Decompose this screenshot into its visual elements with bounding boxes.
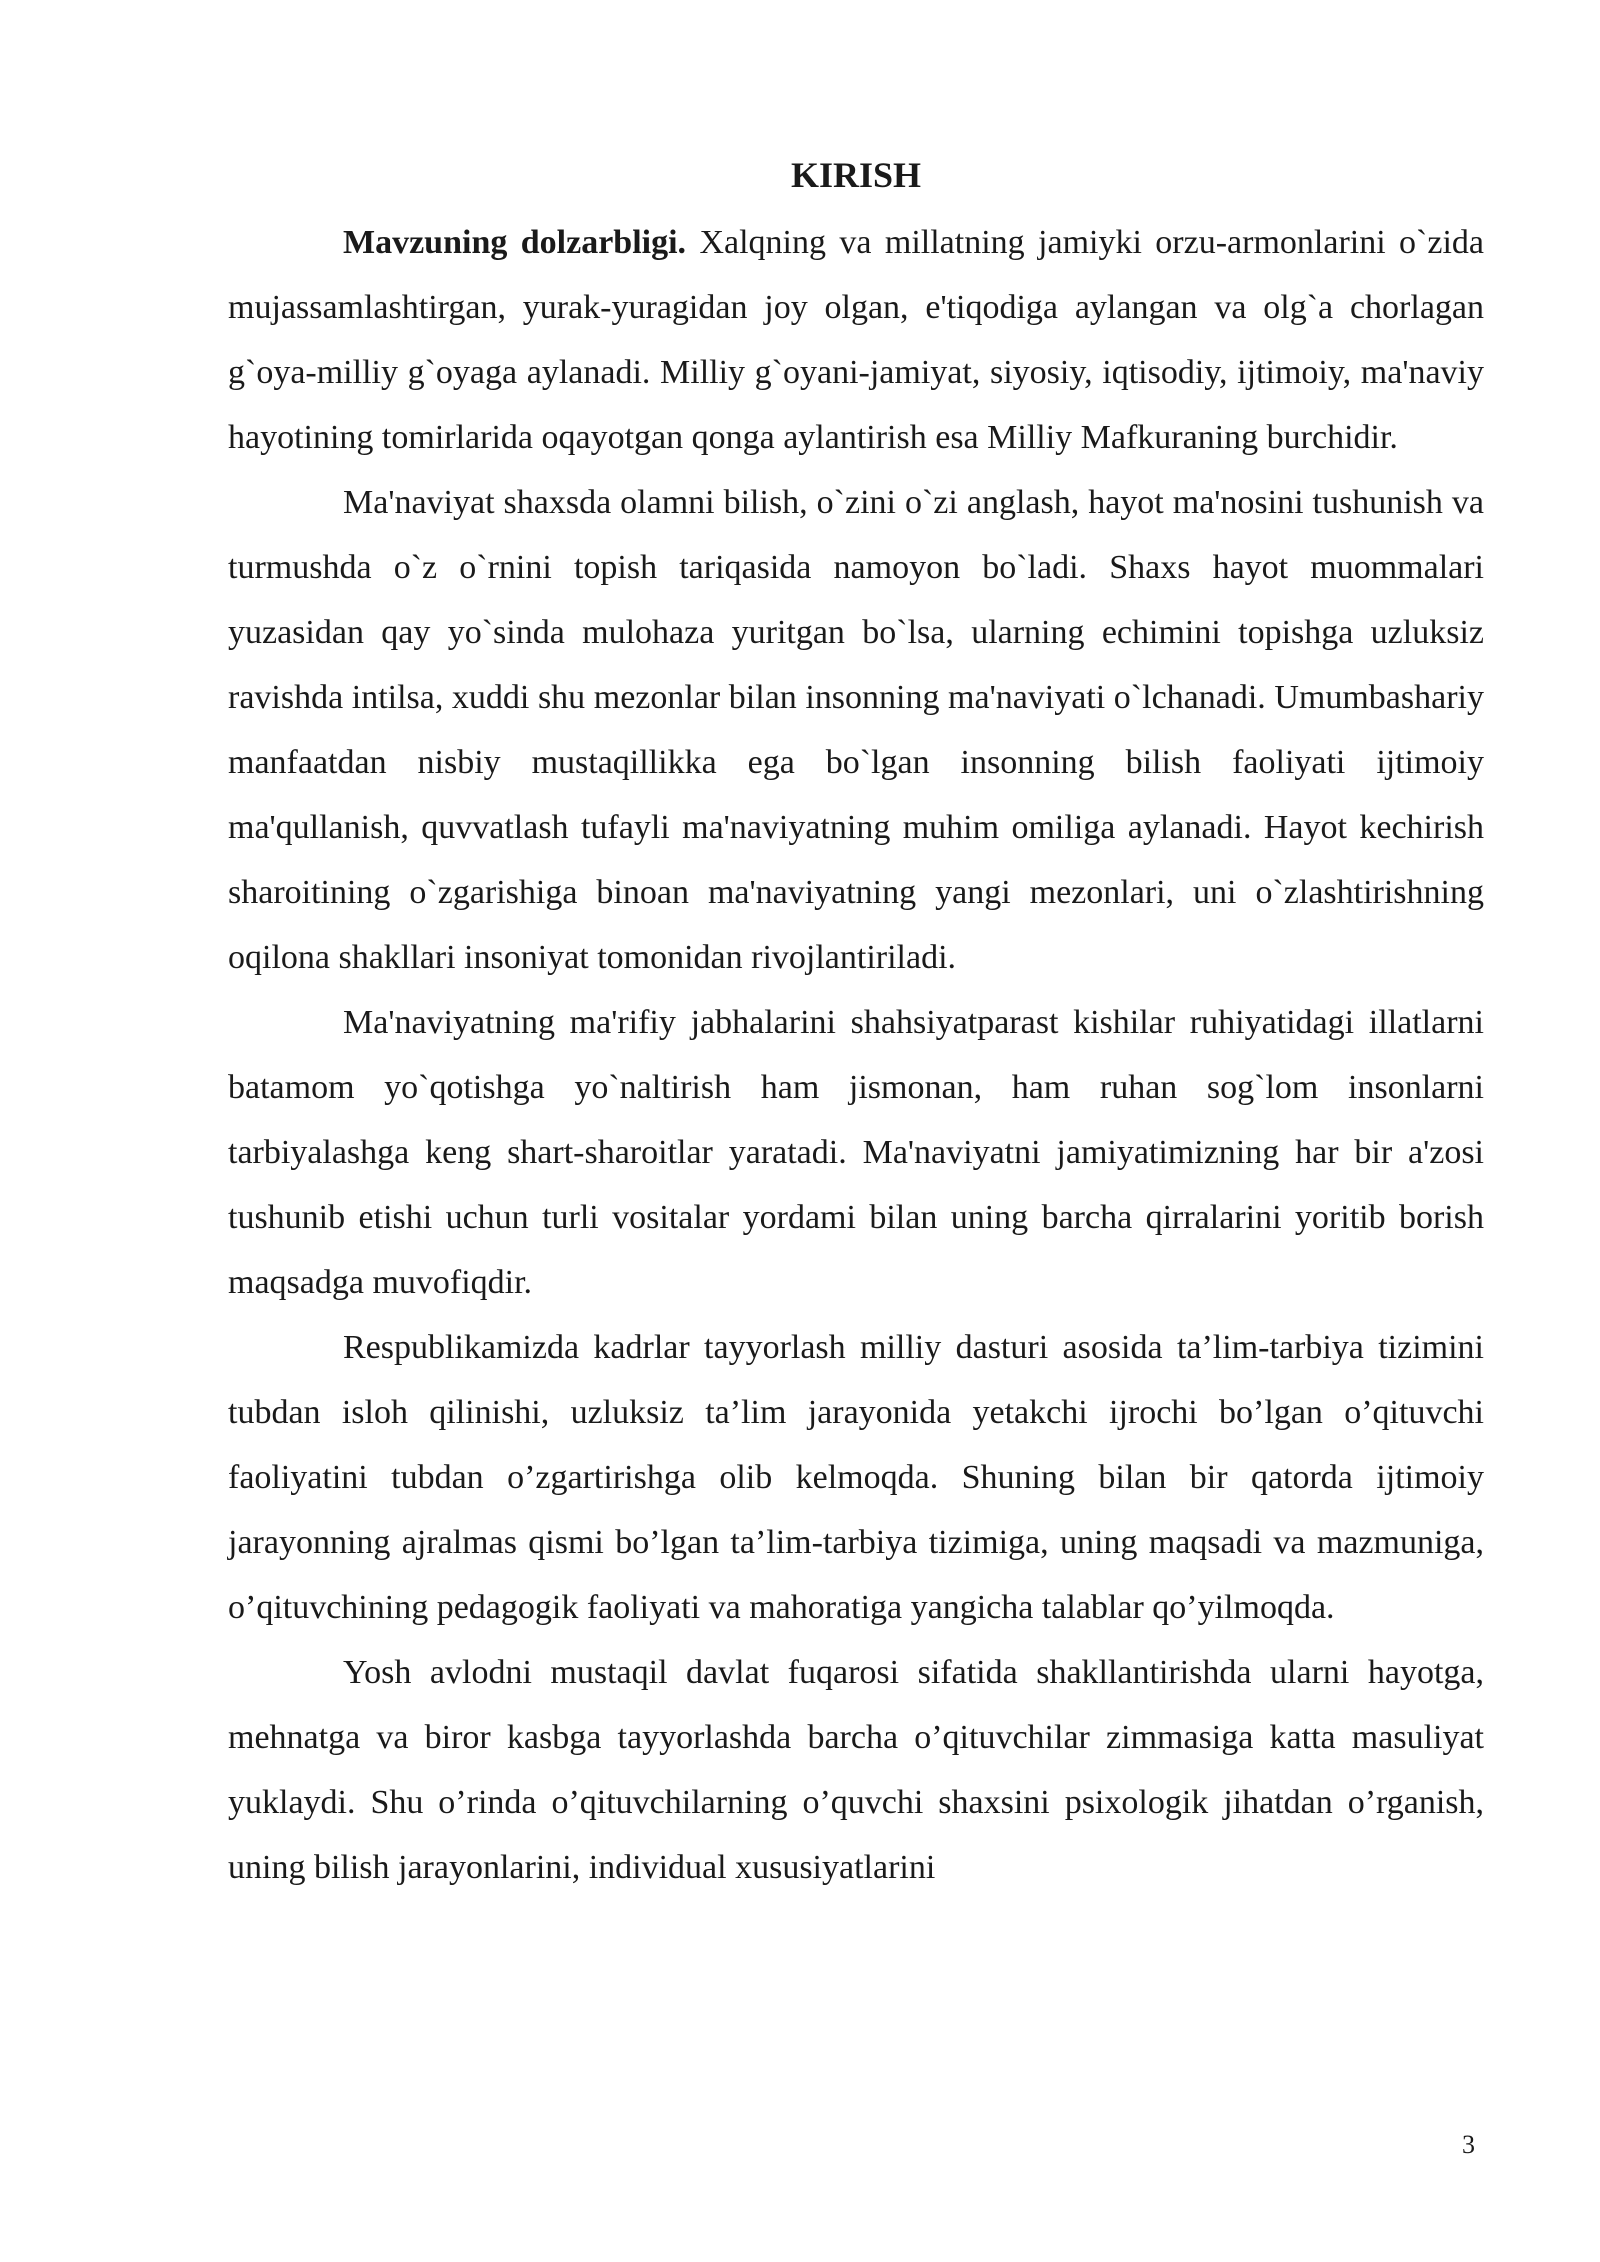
document-page: [228, 148, 1484, 1900]
page-number: 3: [1462, 2130, 1475, 2159]
paragraph-enlightenment: Ma'naviyatning ma'rifiy jabhalarini shahsiyatparast kishilar ruhiyatidagi illatlarni batamom yo`qotishga yo`naltirish ham jismonan, ham ruhan sog`lom insonlarni tarbiyalashga keng shart-sharoitlar yaratadi. Ma'naviyatni jamiyatimizning har bir a'zosi tushunib etishi uchun turli vositalar yordami bilan uning barcha qirralarini yoritib borish maqsadga muvofiqdir.: [228, 1004, 1484, 1301]
page-title: KIRISH: [790, 155, 922, 195]
paragraph-education-reform: Respublikamizda kadrlar tayyorlash milliy dasturi asosida ta’lim-tarbiya tizimini tubdan isloh qilinishi, uzluksiz ta’lim jarayonida yetakchi ijrochi bo’lgan o’qituvchi faoliyatini tubdan o’zgartirishga olib kelmoqda. Shuning bilan bir qatorda ijtimoiy jarayonning ajralmas qismi bo’lgan ta’lim-tarbiya tizimiga, uning maqsadi va mazmuniga, o’qituvchining pedagogik faoliyati va mahoratiga yangicha talablar qo’yilmoqda.: [228, 1329, 1484, 1626]
paragraph-lead: Mavzuning dolzarbligi.: [343, 224, 687, 261]
paragraph-youth: Yosh avlodni mustaqil davlat fuqarosi sifatida shakllantirishda ularni hayotga, mehnatga va biror kasbga tayyorlashda barcha o’qituvchilar zimmasiga katta masuliyat yuklaydi. Shu o’rinda o’qituvchilarning o’quvchi shaxsini psixologik jihatdan o’rganish, uning bilish jarayonlarini, individual xususiyatlarini: [228, 1654, 1484, 1886]
paragraph-spirituality: Ma'naviyat shaxsda olamni bilish, o`zini o`zi anglash, hayot ma'nosini tushunish va turmushda o`z o`rnini topish tariqasida namoyon bo`ladi. Shaxs hayot muommalari yuzasidan qay yo`sinda mulohaza yuritgan bo`lsa, ularning echimini topishga uzluksiz ravishda intilsa, xuddi shu mezonlar bilan insonning ma'naviyati o`lchanadi. Umumbashariy manfaatdan nisbiy mustaqillikka ega bo`lgan insonning bilish faoliyati ijtimoiy ma'qullanish, quvvatlash tufayli ma'naviyatning muhim omiliga aylanadi. Hayot kechirish sharoitining o`zgarishiga binoan ma'naviyatning yangi mezonlari, uni o`zlashtirishning oqilona shakllari insoniyat tomonidan rivojlantiriladi.: [228, 484, 1484, 976]
paragraph-text: Xalqning va millatning jamiyki orzu-armonlarini o`zida mujassamlashtirgan, yurak-yuragidan joy olgan, e'tiqodiga aylangan va olg`a chorlagan g`oya-milliy g`oyaga aylanadi. Milliy g`oyani-jamiyat, siyosiy, iqtisodiy, ijtimoiy, ma'naviy hayotining tomirlarida oqayotgan qonga aylantirish esa Milliy Mafkuraning burchidir.: [228, 224, 1485, 456]
paragraph-relevance: [228, 210, 1484, 470]
